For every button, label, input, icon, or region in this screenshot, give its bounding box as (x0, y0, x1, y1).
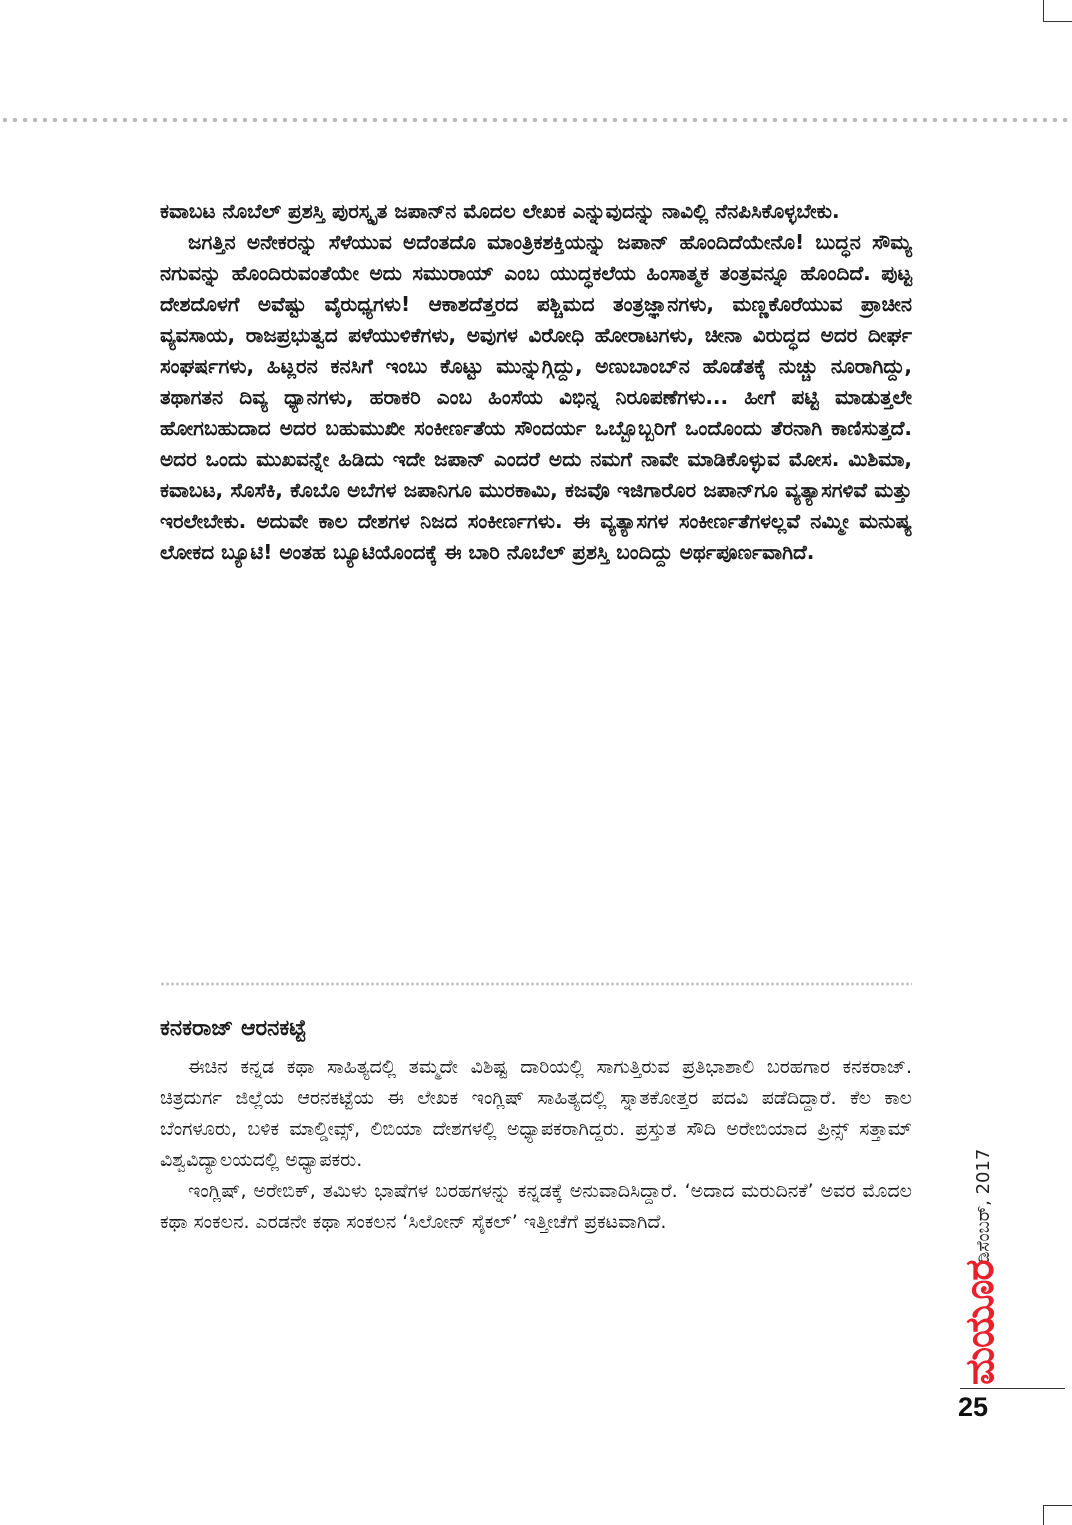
dotted-divider-top (0, 117, 1072, 123)
issue-date: ಡಿಸೆಂಬರ್, 2017 (973, 1148, 994, 1263)
author-name: ಕನಕರಾಜ್ ಆರನಕಟ್ಟೆ (160, 1016, 307, 1041)
crop-mark-bottom (1043, 1505, 1072, 1525)
sidebar (915, 1095, 1005, 1395)
page-number-rule (960, 1388, 1065, 1389)
article-paragraph-1: ಕವಾಬಟ ನೊಬೆಲ್ ಪ್ರಶಸ್ತಿ ಪುರಸ್ಕೃತ ಜಪಾನ್‌ನ ಮೊದಲ ಲೇಖಕ ಎನ್ನುವುದನ್ನು ನಾವಿಲ್ಲಿ ನೆನಪಿಸಿಕೊಳ್ಳಬೇಕು. (160, 199, 840, 223)
author-bio (160, 1012, 912, 1238)
crop-mark-top (1043, 0, 1072, 22)
article-body (160, 196, 912, 568)
article-paragraph-2: ಜಗತ್ತಿನ ಅನೇಕರನ್ನು ಸೆಳೆಯುವ ಅದೆಂತದೊ ಮಾಂತ್ರಿಕಶಕ್ತಿಯನ್ನು ಜಪಾನ್ ಹೊಂದಿದೆಯೇನೊ! ಬುದ್ಧನ ಸೌಮ್ಯ ನಗುವನ್ನು ಹೊಂದಿರುವಂತೆಯೇ ಅದು ಸಮುರಾಯ್ ಎಂಬ ಯುದ್ಧಕಲೆಯ ಹಿಂಸಾತ್ಮಕ ತಂತ್ರವನ್ನೂ ಹೊಂದಿದೆ. ಪುಟ್ಟ ದೇಶದೊಳಗೆ ಅವೆಷ್ಟು ವೈರುಧ್ಯಗಳು! ಆಕಾಶದೆತ್ತರದ ಪಶ್ಚಿಮದ ತಂತ್ರಜ್ಞಾನಗಳು, ಮಣ್ಣಕೊರೆಯುವ ಪ್ರಾಚೀನ ವ್ಯವಸಾಯ, ರಾಜಪ್ರಭುತ್ವದ ಪಳೆಯುಳಿಕೆಗಳು, ಅವುಗಳ ವಿರೋಧಿ ಹೋರಾಟಗಳು, ಚೀನಾ ವಿರುದ್ಧದ ಅದರ ದೀರ್ಘ ಸಂಘರ್ಷಗಳು, ಹಿಟ್ಲರನ ಕನಸಿಗೆ ಇಂಬು ಕೊಟ್ಟು ಮುನ್ನುಗ್ಗಿದ್ದು, ಅಣುಬಾಂಬ್‌ನ ಹೊಡೆತಕ್ಕೆ ನುಚ್ಚು ನೂರಾಗಿದ್ದು, ತಥಾಗತನ ದಿವ್ಯ ಧ್ಯಾನಗಳು, ಹರಾಕರಿ ಎಂಬ ಹಿಂಸೆಯ ವಿಭಿನ್ನ ನಿರೂಪಣೆಗಳು... ಹೀಗೆ ಪಟ್ಟಿ ಮಾಡುತ್ತಲೇ ಹೋಗಬಹುದಾದ ಅದರ ಬಹುಮುಖೀ ಸಂಕೀರ್ಣತೆಯ ಸೌಂದರ್ಯ ಒಬ್ಬೊಬ್ಬರಿಗೆ ಒಂದೊಂದು ತೆರನಾಗಿ ಕಾಣಿಸುತ್ತದೆ. ಅದರ ಒಂದು ಮುಖವನ್ನೇ ಹಿಡಿದು ಇದೇ ಜಪಾನ್ ಎಂದರೆ ಅದು ನಮಗೆ ನಾವೇ ಮಾಡಿಕೊಳ್ಳುವ ಮೋಸ. ಮಿಶಿಮಾ, ಕವಾಬಟ, ಸೊಸೆಕಿ, ಕೊಬೊ ಅಬೆಗಳ ಜಪಾನಿಗೂ ಮುರಕಾಮಿ, ಕಜವೊ ಇಜಿಗಾರೊರ ಜಪಾನ್‌ಗೂ ವ್ಯತ್ಯಾಸಗಳಿವೆ ಮತ್ತು ಇರಲೇಬೇಕು. ಅದುವೇ ಕಾಲ ದೇಶಗಳ ನಿಜದ ಸಂಕೀರ್ಣಗಳು. ಈ ವ್ಯತ್ಯಾಸಗಳ ಸಂಕೀರ್ಣತೆಗಳಲ್ಲವೆ ನಮ್ಮೀ ಮನುಷ್ಯ ಲೋಕದ ಬ್ಯೂಟಿ! ಅಂತಹ ಬ್ಯೂಟಿಯೊಂದಕ್ಕೆ ಈ ಬಾರಿ ನೊಬೆಲ್ ಪ್ರಶಸ್ತಿ ಬಂದಿದ್ದು ಅರ್ಥಪೂರ್ಣವಾಗಿದೆ. (160, 230, 912, 564)
magazine-logo: ಮಯೂರ (957, 1260, 1003, 1385)
page-number: 25 (958, 1392, 989, 1422)
bio-paragraph-1: ಈಚಿನ ಕನ್ನಡ ಕಥಾ ಸಾಹಿತ್ಯದಲ್ಲಿ ತಮ್ಮದೇ ವಿಶಿಷ್ಟ ದಾರಿಯಲ್ಲಿ ಸಾಗುತ್ತಿರುವ ಪ್ರತಿಭಾಶಾಲಿ ಬರಹಗಾರ ಕನಕರಾಜ್. ಚಿತ್ರದುರ್ಗ ಜಿಲ್ಲೆಯ ಆರನಕಟ್ಟೆಯ ಈ ಲೇಖಕ ಇಂಗ್ಲಿಷ್ ಸಾಹಿತ್ಯದಲ್ಲಿ ಸ್ನಾತಕೋತ್ತರ ಪದವಿ ಪಡೆದಿದ್ದಾರೆ. ಕೆಲ ಕಾಲ ಬೆಂಗಳೂರು, ಬಳಿಕ ಮಾಲ್ಡೀವ್ಸ್, ಲಿಬಿಯಾ ದೇಶಗಳಲ್ಲಿ ಅಧ್ಯಾಪಕರಾಗಿದ್ದರು. ಪ್ರಸ್ತುತ ಸೌದಿ ಅರೇಬಿಯಾದ ಪ್ರಿನ್ಸ್ ಸತ್ತಾಮ್ ವಿಶ್ವವಿದ್ಯಾಲಯದಲ್ಲಿ ಅಧ್ಯಾಪಕರು. (160, 1056, 912, 1171)
bio-paragraph-2: ಇಂಗ್ಲಿಷ್, ಅರೇಬಿಕ್, ತಮಿಳು ಭಾಷೆಗಳ ಬರಹಗಳನ್ನು ಕನ್ನಡಕ್ಕೆ ಅನುವಾದಿಸಿದ್ದಾರೆ. ‘ಅದಾದ ಮರುದಿನಕೆ’ ಅವರ ಮೊದಲ ಕಥಾ ಸಂಕಲನ. ಎರಡನೇ ಕಥಾ ಸಂಕಲನ ‘ಸಿಲೋನ್ ಸೈಕಲ್’ ಇತ್ತೀಚೆಗೆ ಪ್ರಕಟವಾಗಿದೆ. (160, 1180, 912, 1233)
dotted-divider-middle (160, 982, 912, 986)
